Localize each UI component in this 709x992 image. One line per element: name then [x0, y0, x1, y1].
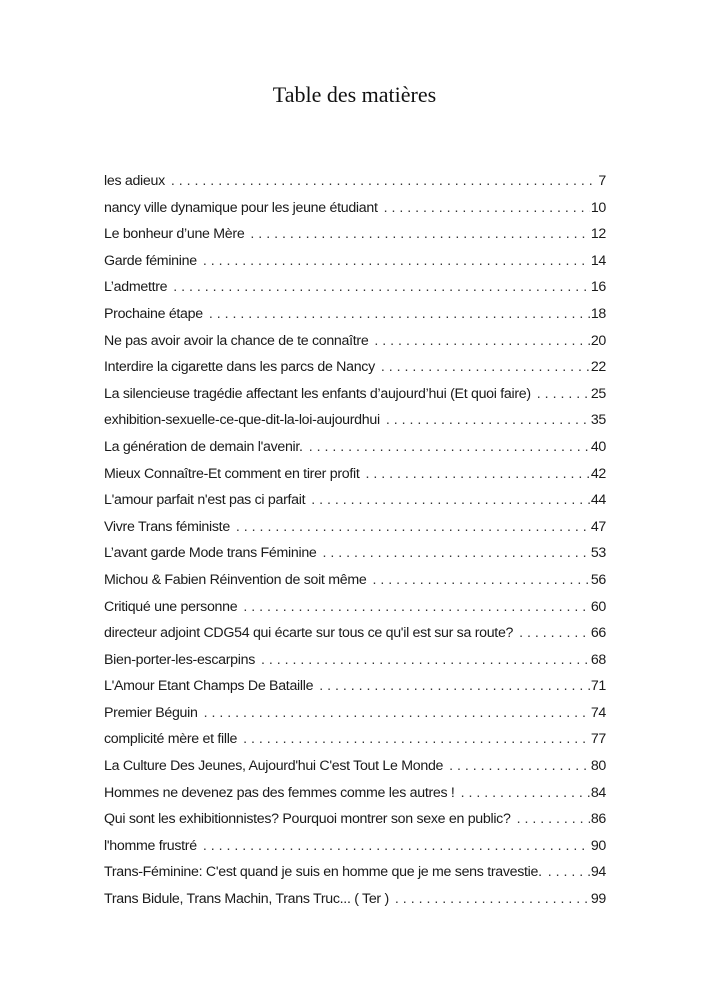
- toc-dot-leader: [243, 731, 590, 747]
- toc-entry-page-number: 14: [590, 252, 606, 269]
- toc-dot-leader: [171, 173, 598, 189]
- toc-entry-page-number: 77: [590, 731, 606, 748]
- toc-dot-leader: [366, 466, 590, 482]
- toc-entry-page-number: 60: [590, 598, 606, 615]
- toc-entry-page-number: 53: [590, 545, 606, 562]
- toc-entry-page-number: 12: [590, 226, 606, 243]
- toc-entry-label: L’admettre: [104, 279, 168, 296]
- toc-entry-label: nancy ville dynamique pour les jeune étudiant: [104, 199, 378, 216]
- toc-entry[interactable]: [104, 838, 606, 865]
- toc-dot-leader: [461, 785, 590, 801]
- toc-dot-leader: [323, 545, 590, 561]
- toc-entry-page-number: 7: [598, 173, 606, 189]
- toc-entry-label: Qui sont les exhibitionnistes? Pourquoi montrer son sexe en public?: [104, 811, 511, 828]
- toc-entry[interactable]: [104, 226, 606, 253]
- toc-entry-page-number: 25: [590, 385, 606, 402]
- toc-entry-label: directeur adjoint CDG54 qui écarte sur tous ce qu'il est sur sa route?: [104, 625, 514, 642]
- toc-dot-leader: [537, 386, 590, 402]
- toc-entry-page-number: 68: [590, 651, 606, 668]
- toc-entry-page-number: 94: [590, 864, 606, 881]
- toc-entry-label: La silencieuse tragédie affectant les enfants d’aujourd’hui (Et quoi faire): [104, 385, 531, 402]
- toc-entry[interactable]: [104, 705, 606, 732]
- toc-entry-page-number: 74: [590, 704, 606, 721]
- toc-entry-page-number: 16: [590, 279, 606, 296]
- toc-entry-label: Interdire la cigarette dans les parcs de Nancy: [104, 359, 375, 376]
- toc-entry[interactable]: [104, 545, 606, 572]
- toc-entry-page-number: 86: [590, 811, 606, 828]
- toc-entry-label: complicité mère et fille: [104, 731, 238, 748]
- toc-entry[interactable]: [104, 785, 606, 812]
- toc-dot-leader: [372, 572, 589, 588]
- toc-entry[interactable]: [104, 599, 606, 626]
- toc-entry[interactable]: [104, 492, 606, 519]
- toc-entry-label: Vivre Trans féministe: [104, 518, 230, 535]
- toc-entry-page-number: 20: [590, 332, 606, 349]
- toc-entry-page-number: 18: [590, 305, 606, 322]
- toc-dot-leader: [250, 226, 589, 242]
- toc-entry-page-number: 84: [590, 784, 606, 801]
- toc-entry[interactable]: [104, 625, 606, 652]
- toc-dot-leader: [395, 891, 590, 907]
- toc-entry-page-number: 71: [590, 678, 606, 695]
- toc-entry[interactable]: [104, 864, 606, 891]
- toc-dot-leader: [384, 200, 590, 216]
- toc-entry-page-number: 99: [590, 891, 606, 908]
- toc-entry-label: La génération de demain l'avenir.: [104, 438, 303, 455]
- toc-entry-page-number: 35: [590, 412, 606, 429]
- toc-entry-page-number: 56: [590, 571, 606, 588]
- toc-dot-leader: [374, 333, 589, 349]
- toc-entry-label: Trans-Féminine: C'est quand je suis en homme que je me sens travestie.: [104, 864, 542, 881]
- toc-entry-label: Bien-porter-les-escarpins: [104, 651, 255, 668]
- toc-entry-label: Prochaine étape: [104, 305, 203, 322]
- toc-dot-leader: [517, 811, 590, 827]
- toc-entry-label: Garde féminine: [104, 252, 197, 269]
- toc-entry[interactable]: [104, 412, 606, 439]
- toc-entry-label: Michou & Fabien Réinvention de soit même: [104, 571, 367, 588]
- toc-entry[interactable]: [104, 466, 606, 493]
- toc-dot-leader: [173, 279, 590, 295]
- toc-dot-leader: [381, 359, 590, 375]
- toc-entry[interactable]: [104, 200, 606, 227]
- toc-entry-page-number: 42: [590, 465, 606, 482]
- toc-entry-label: les adieux: [104, 173, 165, 189]
- toc-entry[interactable]: [104, 439, 606, 466]
- toc-dot-leader: [386, 412, 590, 428]
- toc-entry[interactable]: [104, 731, 606, 758]
- toc-entry[interactable]: [104, 572, 606, 599]
- toc-entry-label: exhibition-sexuelle-ce-que-dit-la-loi-aujourdhui: [104, 412, 380, 429]
- toc-entry-page-number: 22: [590, 359, 606, 376]
- toc-entry[interactable]: [104, 811, 606, 838]
- toc-entry-label: Le bonheur d’une Mère: [104, 226, 245, 243]
- toc-entry[interactable]: [104, 678, 606, 705]
- toc-entry-page-number: 47: [590, 518, 606, 535]
- toc-dot-leader: [519, 625, 590, 641]
- toc-entry[interactable]: [104, 359, 606, 386]
- toc-entry-label: L'amour parfait n'est pas ci parfait: [104, 492, 306, 509]
- toc-entry-page-number: 90: [590, 837, 606, 854]
- toc-entry-label: Mieux Connaître-Et comment en tirer profit: [104, 465, 360, 482]
- toc-dot-leader: [204, 705, 590, 721]
- toc-dot-leader: [319, 678, 590, 694]
- toc-entry-page-number: 40: [590, 438, 606, 455]
- page-title: Table des matières: [272, 82, 437, 107]
- toc-entry[interactable]: [104, 758, 606, 785]
- toc-entry[interactable]: [104, 386, 606, 413]
- toc-entry-page-number: 10: [590, 199, 606, 216]
- toc-entry-label: Critiqué une personne: [104, 598, 238, 615]
- toc-list: [104, 173, 606, 918]
- toc-entry[interactable]: [104, 253, 606, 280]
- toc-entry-label: La Culture Des Jeunes, Aujourd'hui C'est Tout Le Monde: [104, 758, 444, 775]
- toc-dot-leader: [203, 253, 590, 269]
- toc-entry[interactable]: [104, 333, 606, 360]
- toc-dot-leader: [449, 758, 590, 774]
- toc-entry-label: L’avant garde Mode trans Féminine: [104, 545, 317, 562]
- toc-entry-label: l'homme frustré: [104, 837, 197, 854]
- toc-entry[interactable]: [104, 519, 606, 546]
- toc-dot-leader: [209, 306, 590, 322]
- toc-entry-label: L'Amour Etant Champs De Bataille: [104, 678, 314, 695]
- toc-entry-label: Ne pas avoir avoir la chance de te connaître: [104, 332, 369, 349]
- toc-entry-label: Hommes ne devenez pas des femmes comme les autres !: [104, 784, 455, 801]
- toc-entry-page-number: 44: [590, 492, 606, 509]
- toc-entry-label: Trans Bidule, Trans Machin, Trans Truc... ( Ter ): [104, 891, 389, 908]
- toc-dot-leader: [309, 439, 590, 455]
- toc-entry[interactable]: [104, 891, 606, 918]
- toc-entry-page-number: 80: [590, 758, 606, 775]
- toc-entry[interactable]: [104, 652, 606, 679]
- toc-entry[interactable]: [104, 306, 606, 333]
- toc-entry-label: Premier Béguin: [104, 704, 198, 721]
- toc-dot-leader: [236, 519, 590, 535]
- toc-entry-page-number: 66: [590, 625, 606, 642]
- toc-entry[interactable]: [104, 279, 606, 306]
- toc-dot-leader: [311, 492, 590, 508]
- toc-entry[interactable]: [104, 173, 606, 200]
- toc-dot-leader: [203, 838, 590, 854]
- toc-dot-leader: [548, 864, 590, 880]
- toc-dot-leader: [243, 599, 590, 615]
- toc-dot-leader: [261, 652, 590, 668]
